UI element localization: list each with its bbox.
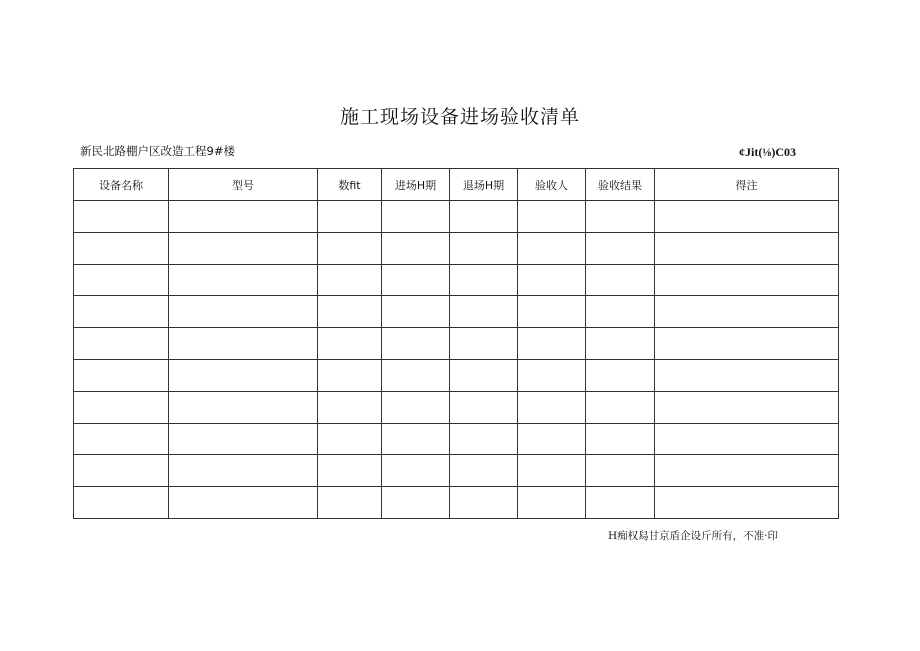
cell-exit-date [450,359,518,391]
table-header-row [74,169,839,201]
cell-exit-date [450,296,518,328]
header-entry-date: 进场H期 [382,169,450,201]
cell-inspector [518,264,586,296]
cell-entry-date [382,328,450,360]
cell-model [169,455,318,487]
cell-entry-date [382,487,450,519]
cell-quantity [318,264,382,296]
cell-model [169,391,318,423]
cell-inspector [518,296,586,328]
cell-model [169,232,318,264]
cell-inspector [518,359,586,391]
cell-exit-date [450,328,518,360]
table-row [74,487,839,519]
cell-model [169,328,318,360]
cell-equipment-name [74,391,169,423]
cell-result [586,455,655,487]
cell-remarks [655,455,839,487]
cell-quantity [318,201,382,233]
table-row [74,391,839,423]
cell-model [169,264,318,296]
cell-exit-date [450,264,518,296]
cell-quantity [318,328,382,360]
table-row [74,201,839,233]
cell-result [586,487,655,519]
cell-inspector [518,391,586,423]
cell-equipment-name [74,264,169,296]
cell-equipment-name [74,328,169,360]
cell-model [169,201,318,233]
cell-exit-date [450,232,518,264]
cell-quantity [318,423,382,455]
footer-note: H痴权舄甘京盾企设斤所有，不准·印 [608,530,778,542]
project-name: 新民北路棚户区改造工程9#楼 [80,144,235,158]
cell-result [586,328,655,360]
header-exit-date: 退场H期 [450,169,518,201]
cell-equipment-name [74,359,169,391]
table-row [74,296,839,328]
cell-remarks [655,264,839,296]
cell-equipment-name [74,455,169,487]
cell-quantity [318,296,382,328]
cell-result [586,359,655,391]
cell-equipment-name [74,232,169,264]
cell-inspector [518,455,586,487]
equipment-acceptance-table [73,168,839,519]
cell-remarks [655,201,839,233]
cell-inspector [518,487,586,519]
cell-exit-date [450,201,518,233]
cell-result [586,232,655,264]
cell-model [169,487,318,519]
cell-entry-date [382,423,450,455]
table-row [74,328,839,360]
cell-remarks [655,391,839,423]
cell-model [169,296,318,328]
header-inspector: 验收人 [518,169,586,201]
cell-entry-date [382,455,450,487]
cell-entry-date [382,232,450,264]
form-code: ¢Jit(⅛)C03 [739,145,796,159]
cell-exit-date [450,455,518,487]
cell-quantity [318,391,382,423]
cell-remarks [655,296,839,328]
cell-result [586,391,655,423]
table-row [74,455,839,487]
table-row [74,359,839,391]
header-remarks: 得注 [655,169,839,201]
cell-inspector [518,201,586,233]
cell-equipment-name [74,487,169,519]
cell-inspector [518,423,586,455]
cell-result [586,201,655,233]
cell-remarks [655,232,839,264]
cell-quantity [318,455,382,487]
cell-quantity [318,232,382,264]
table-row [74,423,839,455]
cell-inspector [518,232,586,264]
cell-result [586,264,655,296]
cell-remarks [655,487,839,519]
header-result: 验收结果 [586,169,655,201]
cell-equipment-name [74,201,169,233]
header-equipment-name: 设备名称 [74,169,169,201]
cell-inspector [518,328,586,360]
cell-entry-date [382,296,450,328]
table-row [74,264,839,296]
cell-result [586,423,655,455]
cell-equipment-name [74,296,169,328]
cell-exit-date [450,423,518,455]
header-model: 型号 [169,169,318,201]
cell-entry-date [382,391,450,423]
cell-quantity [318,359,382,391]
cell-remarks [655,328,839,360]
cell-quantity [318,487,382,519]
table-body [74,201,839,519]
cell-equipment-name [74,423,169,455]
cell-entry-date [382,264,450,296]
cell-result [586,296,655,328]
cell-entry-date [382,359,450,391]
page-title: 施工现场设备进场验收清单 [339,106,580,128]
cell-model [169,359,318,391]
cell-exit-date [450,391,518,423]
header-quantity: 数fit [318,169,382,201]
cell-remarks [655,423,839,455]
cell-exit-date [450,487,518,519]
cell-entry-date [382,201,450,233]
cell-model [169,423,318,455]
cell-remarks [655,359,839,391]
table-row [74,232,839,264]
